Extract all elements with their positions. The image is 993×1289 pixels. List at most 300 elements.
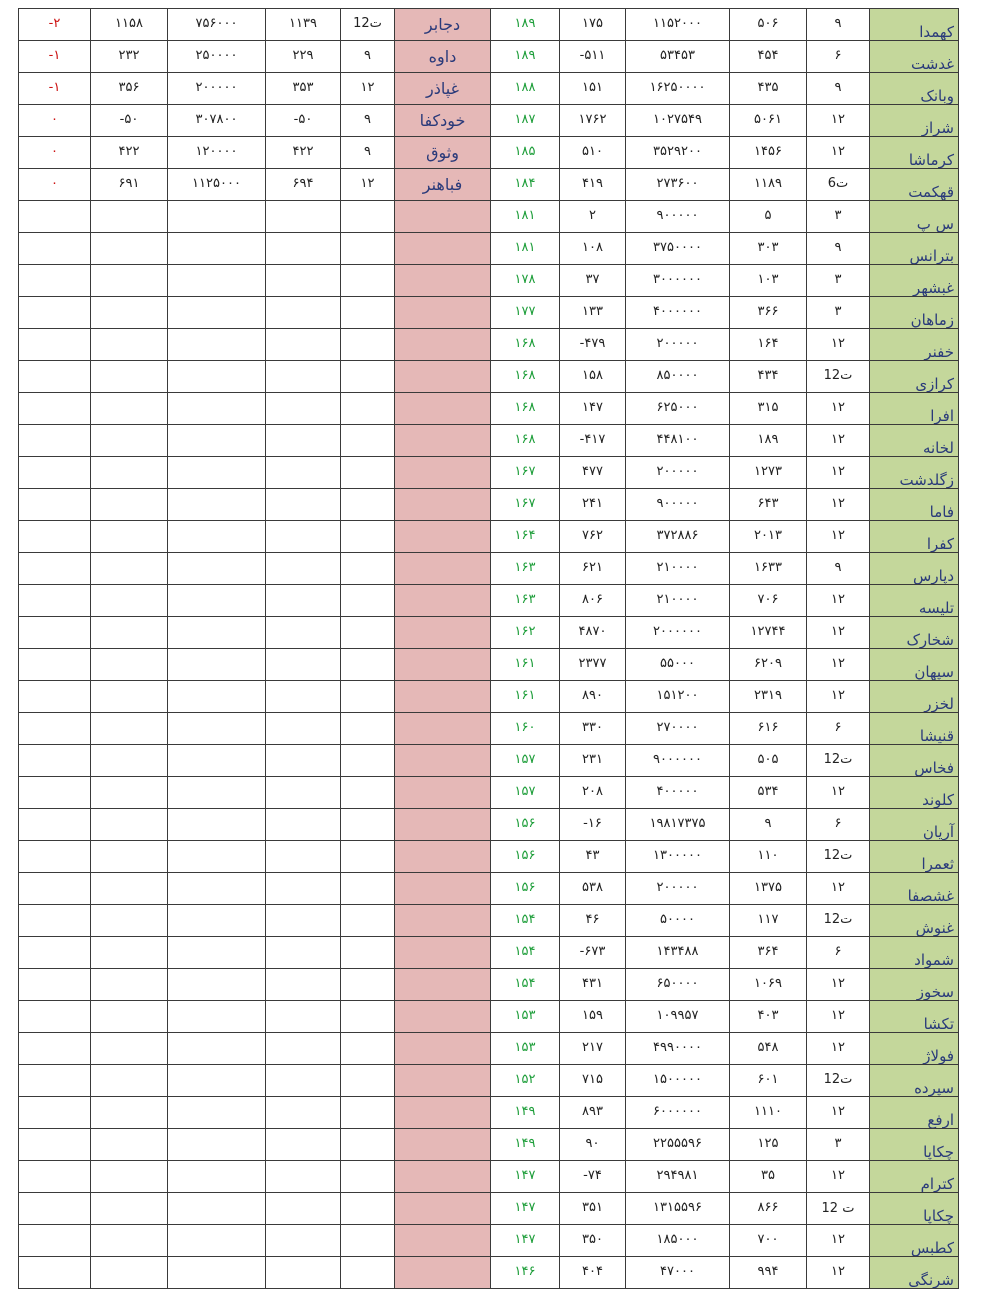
- left-symbol-cell: [395, 873, 491, 905]
- value-4-cell: -۶۷۳: [560, 937, 626, 969]
- value-3-cell: ۲۱۰۰۰۰: [626, 553, 730, 585]
- rank-cell: ۱۵۷: [491, 745, 560, 777]
- value-3-cell: ۹۰۰۰۰۰: [626, 489, 730, 521]
- left-period-cell: ۹: [341, 41, 395, 73]
- value-2-cell: ۹۹۴: [730, 1257, 807, 1289]
- value-2-cell: ۴۰۳: [730, 1001, 807, 1033]
- value-2-cell: ۳۶۶: [730, 297, 807, 329]
- left-value-2-cell: [266, 489, 341, 521]
- symbol-cell: شخارک: [870, 617, 959, 649]
- period-cell: ۱۲: [807, 873, 870, 905]
- period-cell: ۳: [807, 297, 870, 329]
- left-symbol-cell: [395, 1001, 491, 1033]
- symbol-cell: س پ: [870, 201, 959, 233]
- value-4-cell: -۷۴: [560, 1161, 626, 1193]
- left-value-3-cell: [168, 905, 266, 937]
- left-value-3-cell: [168, 425, 266, 457]
- table-row: [19, 553, 959, 585]
- period-cell: ۱۲: [807, 105, 870, 137]
- left-delta-cell: [19, 457, 91, 489]
- value-2-cell: ۱۶۳۳: [730, 553, 807, 585]
- value-2-cell: ۳۵: [730, 1161, 807, 1193]
- value-4-cell: ۱۴۷: [560, 393, 626, 425]
- period-cell: ۹: [807, 553, 870, 585]
- value-3-cell: ۱۵۱۲۰۰: [626, 681, 730, 713]
- left-period-cell: [341, 1129, 395, 1161]
- symbol-cell: لخزر: [870, 681, 959, 713]
- period-cell: ۶: [807, 713, 870, 745]
- value-3-cell: ۳۷۲۸۸۶: [626, 521, 730, 553]
- left-symbol-cell: [395, 617, 491, 649]
- left-value-3-cell: [168, 777, 266, 809]
- value-4-cell: ۳۵۰: [560, 1225, 626, 1257]
- left-period-cell: [341, 489, 395, 521]
- symbol-cell: سپهان: [870, 649, 959, 681]
- left-value-3-cell: ۲۰۰۰۰۰: [168, 73, 266, 105]
- rank-cell: ۱۸۱: [491, 233, 560, 265]
- value-3-cell: ۱۴۳۴۸۸: [626, 937, 730, 969]
- left-period-cell: [341, 841, 395, 873]
- value-4-cell: ۸۹۳: [560, 1097, 626, 1129]
- period-cell: ۳: [807, 265, 870, 297]
- value-2-cell: ۷۰۰: [730, 1225, 807, 1257]
- symbol-cell: چکاپا: [870, 1129, 959, 1161]
- value-4-cell: ۱۷۶۲: [560, 105, 626, 137]
- left-value-4-cell: -۵۰: [91, 105, 168, 137]
- left-symbol-cell: [395, 1129, 491, 1161]
- value-3-cell: ۱۱۵۲۰۰۰: [626, 9, 730, 41]
- left-value-4-cell: [91, 1193, 168, 1225]
- left-period-cell: ۹: [341, 105, 395, 137]
- symbol-cell: افرا: [870, 393, 959, 425]
- left-value-2-cell: [266, 553, 341, 585]
- symbol-cell: چکاپا: [870, 1193, 959, 1225]
- table-row: [19, 1161, 959, 1193]
- table-row: [19, 489, 959, 521]
- rank-cell: ۱۶۸: [491, 425, 560, 457]
- value-2-cell: ۷۰۶: [730, 585, 807, 617]
- symbol-cell: کترام: [870, 1161, 959, 1193]
- left-symbol-cell: غپاذر: [395, 73, 491, 105]
- table-row: [19, 809, 959, 841]
- value-3-cell: ۸۵۰۰۰۰: [626, 361, 730, 393]
- period-cell: ۱۲: [807, 1257, 870, 1289]
- value-2-cell: ۱۱۰: [730, 841, 807, 873]
- left-delta-cell: [19, 1001, 91, 1033]
- left-value-3-cell: [168, 585, 266, 617]
- value-2-cell: ۴۵۴: [730, 41, 807, 73]
- value-2-cell: ۱۰۶۹: [730, 969, 807, 1001]
- value-2-cell: ۲۳۱۹: [730, 681, 807, 713]
- left-period-cell: [341, 1001, 395, 1033]
- rank-cell: ۱۴۷: [491, 1193, 560, 1225]
- rank-cell: ۱۶۴: [491, 521, 560, 553]
- table-row: [19, 137, 959, 169]
- left-value-2-cell: ۱۱۳۹: [266, 9, 341, 41]
- left-value-3-cell: [168, 1001, 266, 1033]
- left-value-2-cell: [266, 777, 341, 809]
- left-value-3-cell: [168, 1033, 266, 1065]
- value-4-cell: -۱۶: [560, 809, 626, 841]
- period-cell: ۹: [807, 9, 870, 41]
- table-row: [19, 73, 959, 105]
- left-period-cell: [341, 1225, 395, 1257]
- left-period-cell: [341, 1257, 395, 1289]
- left-value-4-cell: [91, 1129, 168, 1161]
- symbol-cell: شراز: [870, 105, 959, 137]
- value-3-cell: ۱۵۰۰۰۰۰: [626, 1065, 730, 1097]
- value-4-cell: ۱۵۹: [560, 1001, 626, 1033]
- table-row: [19, 297, 959, 329]
- left-delta-cell: [19, 201, 91, 233]
- left-period-cell: [341, 809, 395, 841]
- value-4-cell: ۱۵۸: [560, 361, 626, 393]
- left-value-3-cell: [168, 937, 266, 969]
- value-3-cell: ۹۰۰۰۰۰۰: [626, 745, 730, 777]
- left-symbol-cell: [395, 553, 491, 585]
- value-3-cell: ۲۲۵۵۵۹۶: [626, 1129, 730, 1161]
- rank-cell: ۱۴۷: [491, 1161, 560, 1193]
- rank-cell: ۱۶۰: [491, 713, 560, 745]
- table-row: [19, 233, 959, 265]
- left-symbol-cell: [395, 297, 491, 329]
- rank-cell: ۱۵۳: [491, 1001, 560, 1033]
- left-period-cell: [341, 1193, 395, 1225]
- value-4-cell: -۴۱۷: [560, 425, 626, 457]
- value-2-cell: ۶۲۰۹: [730, 649, 807, 681]
- left-symbol-cell: [395, 1097, 491, 1129]
- value-3-cell: ۲۹۴۹۸۱: [626, 1161, 730, 1193]
- left-delta-cell: -۱: [19, 41, 91, 73]
- left-symbol-cell: [395, 841, 491, 873]
- period-cell: ۱۲: [807, 649, 870, 681]
- left-symbol-cell: [395, 329, 491, 361]
- left-value-4-cell: [91, 745, 168, 777]
- left-delta-cell: [19, 297, 91, 329]
- period-cell: ۶: [807, 937, 870, 969]
- left-value-3-cell: ۱۲۰۰۰۰: [168, 137, 266, 169]
- symbol-cell: بترانس: [870, 233, 959, 265]
- symbol-cell: کطبس: [870, 1225, 959, 1257]
- value-4-cell: ۱۷۵: [560, 9, 626, 41]
- value-4-cell: ۱۵۱: [560, 73, 626, 105]
- left-value-4-cell: ۴۲۲: [91, 137, 168, 169]
- rank-cell: ۱۸۹: [491, 41, 560, 73]
- left-delta-cell: [19, 841, 91, 873]
- left-value-4-cell: [91, 969, 168, 1001]
- left-value-4-cell: [91, 649, 168, 681]
- symbol-cell: خفنر: [870, 329, 959, 361]
- rank-cell: ۱۸۱: [491, 201, 560, 233]
- left-period-cell: [341, 265, 395, 297]
- rank-cell: ۱۶۸: [491, 393, 560, 425]
- period-cell: ۳: [807, 1129, 870, 1161]
- value-4-cell: ۴۶: [560, 905, 626, 937]
- left-delta-cell: [19, 1033, 91, 1065]
- left-symbol-cell: وثوق: [395, 137, 491, 169]
- value-3-cell: ۵۰۰۰۰: [626, 905, 730, 937]
- left-delta-cell: [19, 1257, 91, 1289]
- period-cell: ۱۲: [807, 521, 870, 553]
- rank-cell: ۱۶۸: [491, 329, 560, 361]
- value-2-cell: ۱۸۹: [730, 425, 807, 457]
- value-3-cell: ۱۳۰۰۰۰۰: [626, 841, 730, 873]
- rank-cell: ۱۵۶: [491, 809, 560, 841]
- left-value-3-cell: [168, 1129, 266, 1161]
- left-value-4-cell: [91, 265, 168, 297]
- value-3-cell: ۴۷۰۰۰: [626, 1257, 730, 1289]
- value-2-cell: ۸۶۶: [730, 1193, 807, 1225]
- table-row: [19, 393, 959, 425]
- left-value-4-cell: [91, 1065, 168, 1097]
- rank-cell: ۱۶۷: [491, 457, 560, 489]
- left-value-3-cell: [168, 361, 266, 393]
- left-value-2-cell: -۵۰: [266, 105, 341, 137]
- symbol-cell: وبانک: [870, 73, 959, 105]
- value-3-cell: ۴۰۰۰۰۰: [626, 777, 730, 809]
- left-delta-cell: [19, 425, 91, 457]
- value-4-cell: ۲۰۸: [560, 777, 626, 809]
- table-row: [19, 617, 959, 649]
- left-symbol-cell: [395, 905, 491, 937]
- period-cell: 6ت: [807, 169, 870, 201]
- value-4-cell: ۳۷: [560, 265, 626, 297]
- rank-cell: ۱۶۸: [491, 361, 560, 393]
- left-value-4-cell: [91, 937, 168, 969]
- left-value-4-cell: [91, 585, 168, 617]
- left-value-2-cell: [266, 649, 341, 681]
- value-3-cell: ۲۰۰۰۰۰: [626, 329, 730, 361]
- left-delta-cell: [19, 649, 91, 681]
- value-4-cell: ۱۰۸: [560, 233, 626, 265]
- left-period-cell: [341, 457, 395, 489]
- left-value-3-cell: [168, 553, 266, 585]
- value-4-cell: ۵۳۸: [560, 873, 626, 905]
- left-value-2-cell: [266, 841, 341, 873]
- left-delta-cell: [19, 265, 91, 297]
- left-symbol-cell: [395, 777, 491, 809]
- left-value-3-cell: [168, 1065, 266, 1097]
- left-delta-cell: [19, 1065, 91, 1097]
- value-4-cell: ۸۰۶: [560, 585, 626, 617]
- left-period-cell: [341, 713, 395, 745]
- left-symbol-cell: [395, 1065, 491, 1097]
- left-period-cell: ۹: [341, 137, 395, 169]
- symbol-cell: سپرده: [870, 1065, 959, 1097]
- left-value-4-cell: [91, 201, 168, 233]
- left-delta-cell: [19, 681, 91, 713]
- left-period-cell: ۱۲: [341, 73, 395, 105]
- left-value-4-cell: [91, 457, 168, 489]
- table-row: [19, 1193, 959, 1225]
- period-cell: ۱۲: [807, 137, 870, 169]
- value-3-cell: ۲۷۳۶۰۰: [626, 169, 730, 201]
- left-value-2-cell: [266, 1097, 341, 1129]
- value-4-cell: ۴۷۷: [560, 457, 626, 489]
- symbol-cell: غدشت: [870, 41, 959, 73]
- period-cell: ۱۲: [807, 457, 870, 489]
- left-value-3-cell: ۳۰۷۸۰۰: [168, 105, 266, 137]
- left-symbol-cell: [395, 393, 491, 425]
- left-symbol-cell: [395, 361, 491, 393]
- table-row: [19, 1257, 959, 1289]
- left-value-2-cell: ۳۵۳: [266, 73, 341, 105]
- left-period-cell: [341, 745, 395, 777]
- left-value-4-cell: [91, 1097, 168, 1129]
- left-symbol-cell: فباهنر: [395, 169, 491, 201]
- left-value-3-cell: [168, 649, 266, 681]
- left-value-3-cell: [168, 393, 266, 425]
- left-value-2-cell: [266, 457, 341, 489]
- left-delta-cell: [19, 873, 91, 905]
- value-3-cell: ۱۹۸۱۷۳۷۵: [626, 809, 730, 841]
- left-value-3-cell: [168, 1225, 266, 1257]
- value-2-cell: ۱۳۷۵: [730, 873, 807, 905]
- left-value-3-cell: [168, 1097, 266, 1129]
- symbol-cell: کرماشا: [870, 137, 959, 169]
- left-value-2-cell: [266, 1193, 341, 1225]
- value-2-cell: ۱۱۸۹: [730, 169, 807, 201]
- left-value-2-cell: [266, 1225, 341, 1257]
- left-value-4-cell: [91, 393, 168, 425]
- left-period-cell: [341, 681, 395, 713]
- left-value-2-cell: [266, 297, 341, 329]
- period-cell: ۱۲: [807, 425, 870, 457]
- left-delta-cell: ۰: [19, 105, 91, 137]
- left-value-4-cell: [91, 1033, 168, 1065]
- symbol-cell: دپارس: [870, 553, 959, 585]
- left-value-4-cell: [91, 1161, 168, 1193]
- left-symbol-cell: [395, 233, 491, 265]
- value-4-cell: ۴۳۱: [560, 969, 626, 1001]
- rank-cell: ۱۷۸: [491, 265, 560, 297]
- value-4-cell: ۲: [560, 201, 626, 233]
- value-3-cell: ۱۳۱۵۵۹۶: [626, 1193, 730, 1225]
- symbol-cell: کرازی: [870, 361, 959, 393]
- rank-cell: ۱۵۳: [491, 1033, 560, 1065]
- value-4-cell: ۸۹۰: [560, 681, 626, 713]
- table-row: [19, 105, 959, 137]
- symbol-cell: کهمدا: [870, 9, 959, 41]
- left-delta-cell: [19, 329, 91, 361]
- left-value-3-cell: [168, 873, 266, 905]
- left-value-3-cell: [168, 617, 266, 649]
- table-row: [19, 777, 959, 809]
- left-value-4-cell: ۱۱۵۸: [91, 9, 168, 41]
- left-value-2-cell: [266, 1161, 341, 1193]
- left-period-cell: [341, 329, 395, 361]
- left-symbol-cell: خودکفا: [395, 105, 491, 137]
- value-4-cell: ۴۳: [560, 841, 626, 873]
- period-cell: ۱۲: [807, 777, 870, 809]
- left-delta-cell: -۲: [19, 9, 91, 41]
- left-period-cell: [341, 233, 395, 265]
- left-value-2-cell: ۶۹۴: [266, 169, 341, 201]
- value-2-cell: ۲۰۱۳: [730, 521, 807, 553]
- left-value-4-cell: [91, 713, 168, 745]
- left-delta-cell: [19, 553, 91, 585]
- period-cell: ۱۲: [807, 1001, 870, 1033]
- value-3-cell: ۵۳۴۵۳: [626, 41, 730, 73]
- symbol-cell: قهکمت: [870, 169, 959, 201]
- symbol-cell: زگلدشت: [870, 457, 959, 489]
- left-value-2-cell: [266, 713, 341, 745]
- value-2-cell: ۵۰۵: [730, 745, 807, 777]
- left-symbol-cell: [395, 745, 491, 777]
- left-period-cell: [341, 969, 395, 1001]
- left-value-3-cell: [168, 457, 266, 489]
- value-4-cell: ۴۱۹: [560, 169, 626, 201]
- period-cell: ۱۲: [807, 1097, 870, 1129]
- left-value-3-cell: ۷۵۶۰۰۰: [168, 9, 266, 41]
- symbol-cell: تلیسه: [870, 585, 959, 617]
- left-value-4-cell: ۶۹۱: [91, 169, 168, 201]
- symbol-cell: آریان: [870, 809, 959, 841]
- value-4-cell: ۷۱۵: [560, 1065, 626, 1097]
- left-value-3-cell: [168, 297, 266, 329]
- table-row: [19, 521, 959, 553]
- rank-cell: ۱۶۳: [491, 553, 560, 585]
- left-value-4-cell: [91, 521, 168, 553]
- left-value-4-cell: [91, 1001, 168, 1033]
- left-value-2-cell: [266, 937, 341, 969]
- left-symbol-cell: [395, 809, 491, 841]
- symbol-cell: کلوند: [870, 777, 959, 809]
- period-cell: 12ت: [807, 905, 870, 937]
- left-value-3-cell: [168, 521, 266, 553]
- value-4-cell: ۱۳۳: [560, 297, 626, 329]
- left-symbol-cell: داوه: [395, 41, 491, 73]
- value-3-cell: ۴۴۸۱۰۰: [626, 425, 730, 457]
- left-symbol-cell: [395, 649, 491, 681]
- left-value-4-cell: [91, 297, 168, 329]
- left-period-cell: [341, 905, 395, 937]
- table-row: [19, 1033, 959, 1065]
- rank-cell: ۱۵۶: [491, 841, 560, 873]
- left-symbol-cell: [395, 1225, 491, 1257]
- symbol-cell: غبشهر: [870, 265, 959, 297]
- table-row: [19, 1001, 959, 1033]
- value-3-cell: ۱۰۹۹۵۷: [626, 1001, 730, 1033]
- rank-cell: ۱۸۹: [491, 9, 560, 41]
- left-value-4-cell: [91, 425, 168, 457]
- symbol-cell: تکشا: [870, 1001, 959, 1033]
- left-delta-cell: [19, 585, 91, 617]
- value-3-cell: ۳۰۰۰۰۰۰: [626, 265, 730, 297]
- table-row: [19, 1065, 959, 1097]
- period-cell: ۳: [807, 201, 870, 233]
- left-value-4-cell: [91, 329, 168, 361]
- table-body: [19, 9, 959, 1289]
- left-value-2-cell: [266, 329, 341, 361]
- period-cell: ۱۲: [807, 617, 870, 649]
- left-symbol-cell: [395, 489, 491, 521]
- value-3-cell: ۳۷۵۰۰۰۰: [626, 233, 730, 265]
- rank-cell: ۱۴۹: [491, 1129, 560, 1161]
- left-value-2-cell: [266, 265, 341, 297]
- period-cell: ۱۲: [807, 969, 870, 1001]
- table-row: [19, 361, 959, 393]
- left-delta-cell: [19, 1161, 91, 1193]
- left-value-4-cell: [91, 1257, 168, 1289]
- value-2-cell: ۶۰۱: [730, 1065, 807, 1097]
- left-value-3-cell: [168, 233, 266, 265]
- left-value-2-cell: ۴۲۲: [266, 137, 341, 169]
- left-period-cell: [341, 297, 395, 329]
- left-value-4-cell: [91, 1225, 168, 1257]
- left-value-2-cell: [266, 1001, 341, 1033]
- value-2-cell: ۵۴۸: [730, 1033, 807, 1065]
